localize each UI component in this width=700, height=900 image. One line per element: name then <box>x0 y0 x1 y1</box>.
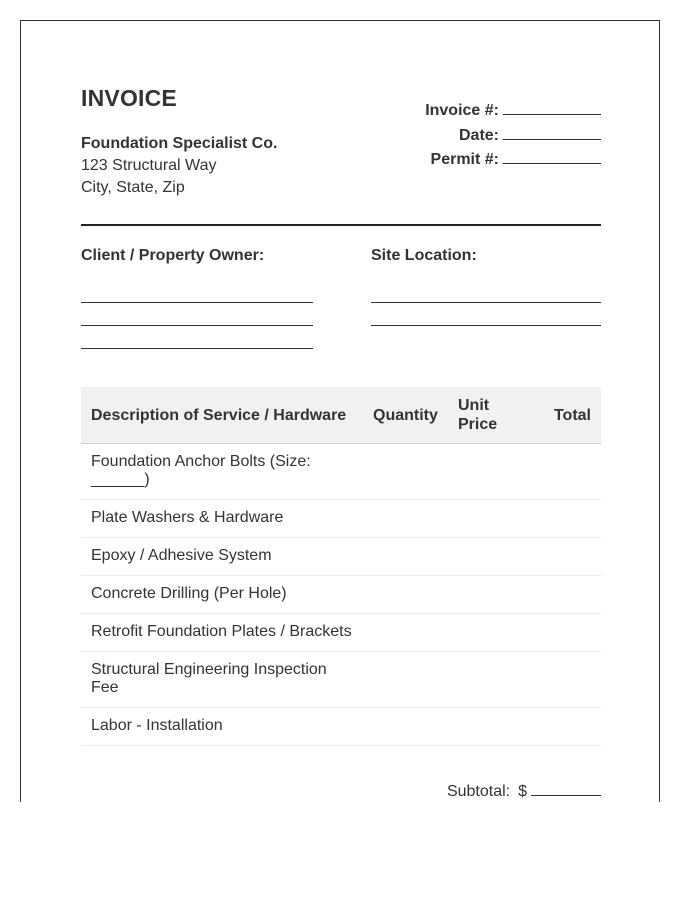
row-quantity[interactable] <box>363 576 448 614</box>
invoice-number-label: Invoice #: <box>425 102 499 119</box>
services-table <box>81 387 601 746</box>
table-row <box>81 652 601 708</box>
company-name: Foundation Specialist Co. <box>81 135 278 152</box>
row-quantity[interactable] <box>363 652 448 708</box>
row-description: Plate Washers & Hardware <box>81 500 363 538</box>
row-total[interactable] <box>540 708 601 746</box>
client-section <box>81 247 313 349</box>
row-quantity[interactable] <box>363 614 448 652</box>
site-line-1[interactable] <box>371 302 601 303</box>
header-description: Description of Service / Hardware <box>81 387 363 444</box>
header-unit-price: Unit Price <box>448 387 540 444</box>
site-section <box>371 247 603 326</box>
row-total[interactable] <box>540 500 601 538</box>
date-field[interactable] <box>503 123 601 140</box>
row-unit-price[interactable] <box>448 614 540 652</box>
row-quantity[interactable] <box>363 708 448 746</box>
subtotal-label: Subtotal: <box>446 783 511 800</box>
invoice-sheet <box>20 20 660 802</box>
row-unit-price[interactable] <box>448 538 540 576</box>
row-total[interactable] <box>540 576 601 614</box>
row-total[interactable] <box>540 538 601 576</box>
row-total[interactable] <box>540 652 601 708</box>
table-row <box>81 538 601 576</box>
site-label: Site Location: <box>371 247 477 264</box>
row-description: Foundation Anchor Bolts (Size: ______) <box>81 444 363 500</box>
row-unit-price[interactable] <box>448 652 540 708</box>
permit-number-field[interactable] <box>503 147 601 164</box>
row-description: Retrofit Foundation Plates / Brackets <box>81 614 363 652</box>
row-description: Structural Engineering Inspection Fee <box>81 652 363 708</box>
permit-number-label: Permit #: <box>430 151 499 168</box>
row-total[interactable] <box>540 444 601 500</box>
currency-symbol: $ <box>518 783 527 800</box>
table-row <box>81 500 601 538</box>
table-row <box>81 614 601 652</box>
client-label: Client / Property Owner: <box>81 247 265 264</box>
invoice-meta <box>425 98 601 172</box>
client-line-2[interactable] <box>81 325 313 326</box>
row-unit-price[interactable] <box>448 444 540 500</box>
header-divider <box>81 224 601 226</box>
row-unit-price[interactable] <box>448 576 540 614</box>
client-line-1[interactable] <box>81 302 313 303</box>
permit-number-row <box>425 147 601 172</box>
row-description: Labor - Installation <box>81 708 363 746</box>
company-city: City, State, Zip <box>81 179 185 196</box>
table-row <box>81 444 601 500</box>
table-header-row <box>81 387 601 444</box>
header-quantity: Quantity <box>363 387 448 444</box>
row-quantity[interactable] <box>363 444 448 500</box>
company-street: 123 Structural Way <box>81 157 217 174</box>
table-row <box>81 576 601 614</box>
invoice-number-row <box>425 98 601 123</box>
row-quantity[interactable] <box>363 500 448 538</box>
header-total: Total <box>540 387 601 444</box>
invoice-number-field[interactable] <box>503 98 601 115</box>
row-unit-price[interactable] <box>448 500 540 538</box>
subtotal-row <box>447 779 601 801</box>
services-table-wrap <box>81 387 601 746</box>
row-description: Epoxy / Adhesive System <box>81 538 363 576</box>
client-line-3[interactable] <box>81 348 313 349</box>
row-quantity[interactable] <box>363 538 448 576</box>
site-line-2[interactable] <box>371 325 601 326</box>
date-row <box>425 123 601 148</box>
row-total[interactable] <box>540 614 601 652</box>
row-description: Concrete Drilling (Per Hole) <box>81 576 363 614</box>
invoice-title: INVOICE <box>81 85 177 111</box>
date-label: Date: <box>458 126 499 144</box>
company-info <box>81 133 277 199</box>
row-unit-price[interactable] <box>448 708 540 746</box>
subtotal-field[interactable] <box>531 779 601 796</box>
table-row <box>81 708 601 746</box>
